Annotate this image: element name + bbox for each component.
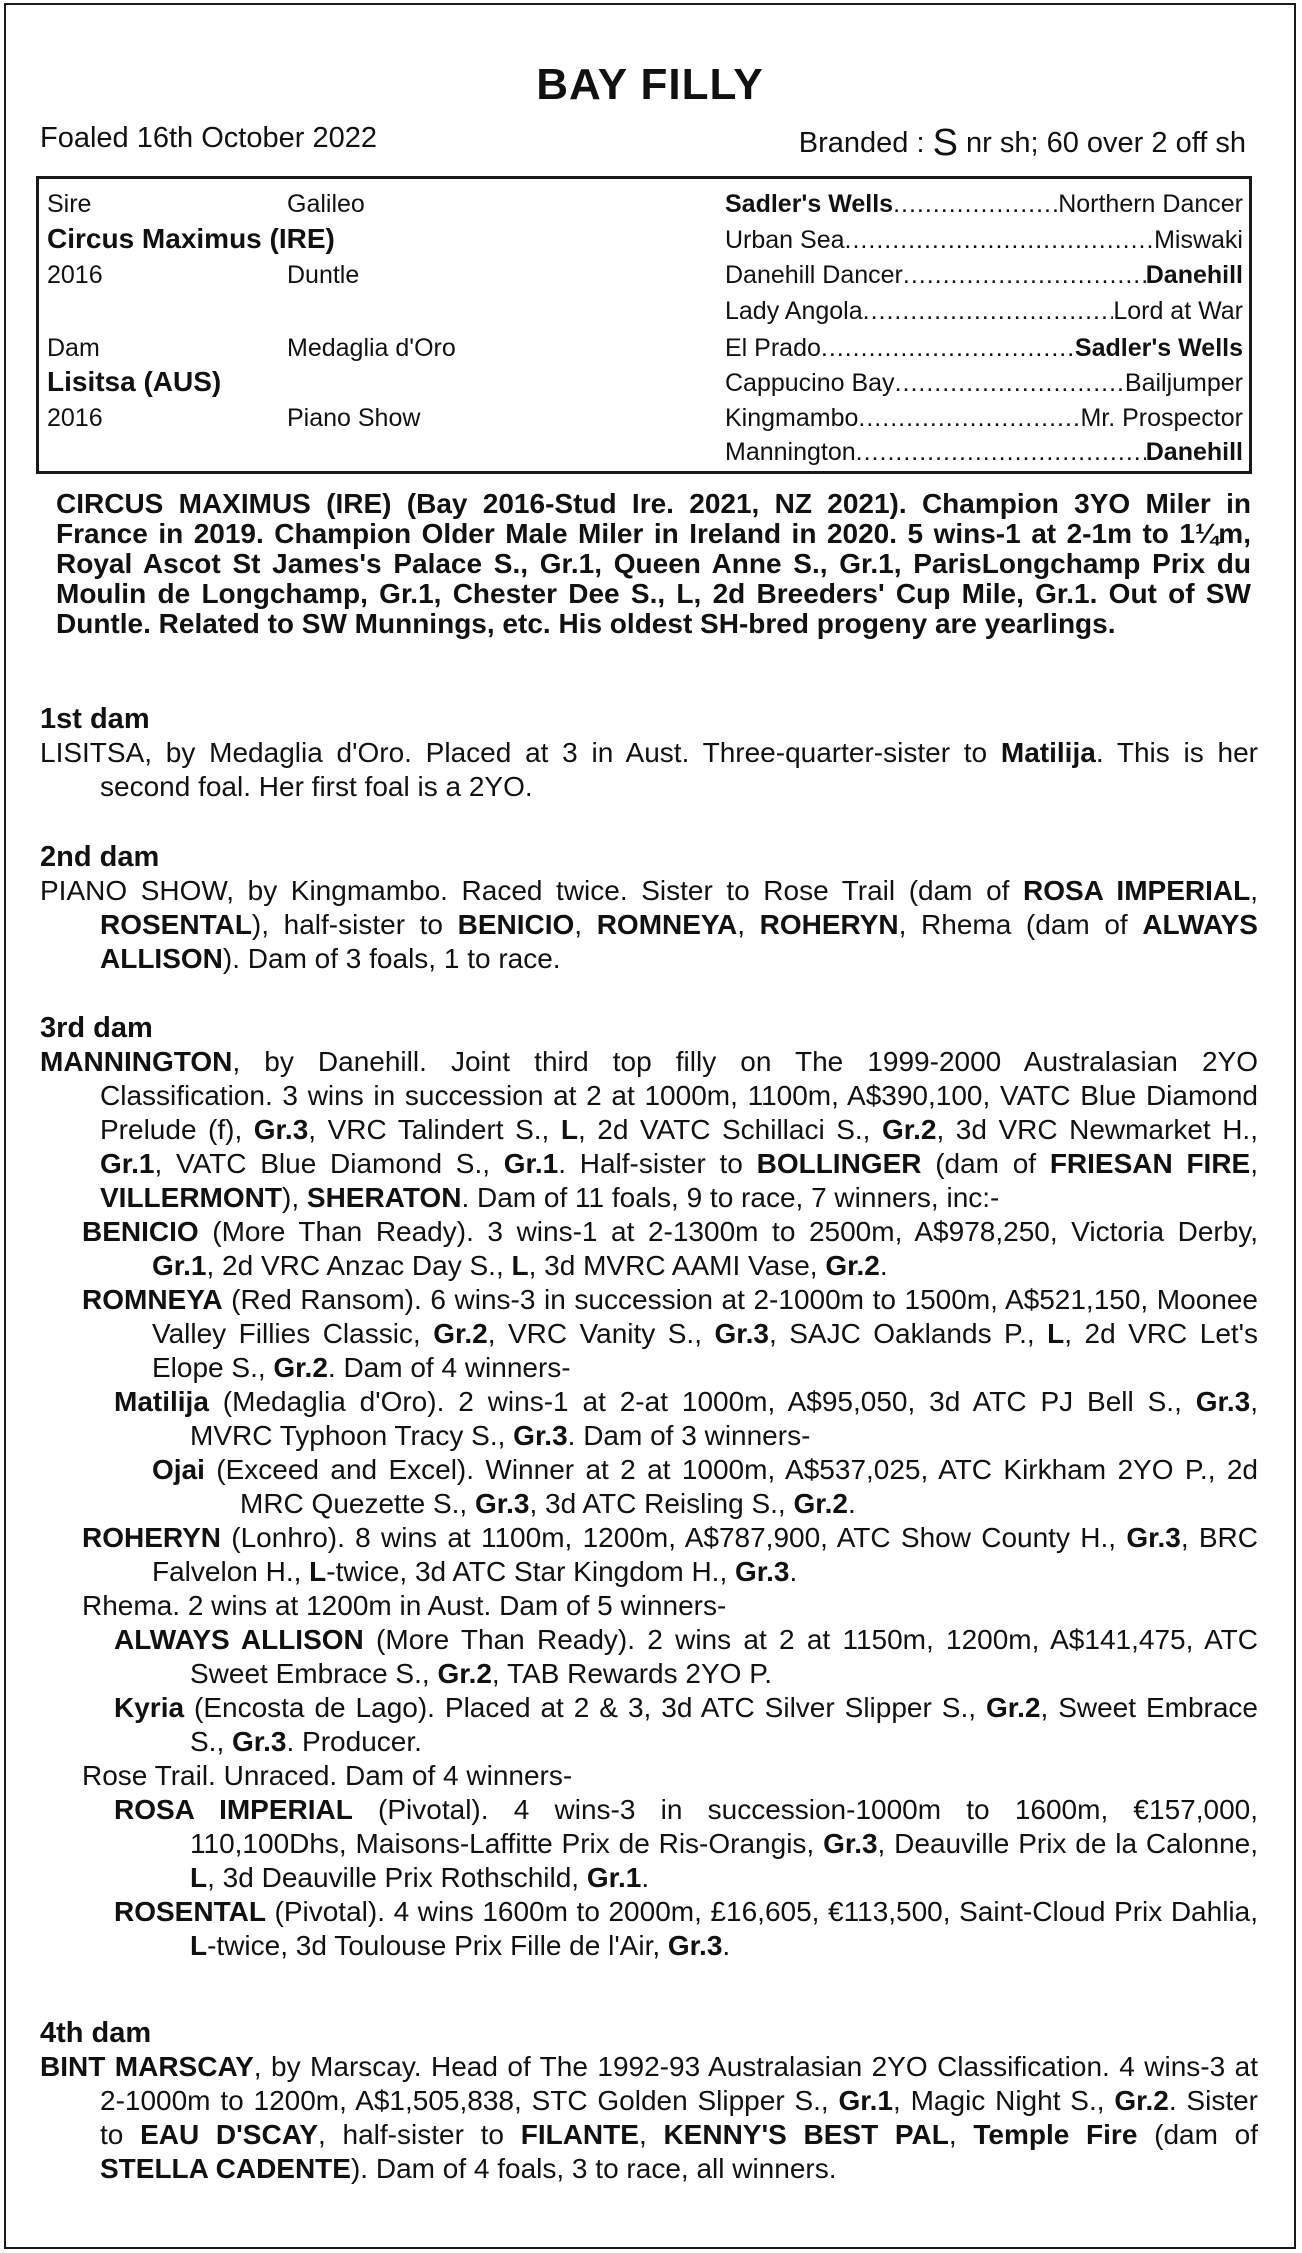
ancestor-left: Danehill Dancer [725,261,903,289]
text-run: , BRC Falvelon H., [152,1522,1258,1587]
bold-run: ROHERYN [82,1522,221,1553]
ancestor-left: Lady Angola [725,297,863,325]
text-run: (Pivotal). 4 wins 1600m to 2000m, £16,605, €113,500, Saint-Cloud Prix Dahlia, [265,1896,1258,1927]
branded-prefix: Branded : [798,127,933,159]
text-run: . Dam of 4 winners- [327,1352,571,1383]
sire-summary: CIRCUS MAXIMUS (IRE) (Bay 2016-Stud Ire. 2021, NZ 2021). Champion 3YO Miler in France in 2019. Champion Older Male Miler in Ireland in 2020. 5 wins-1 at 2-1m to 1¼m, Royal Ascot St James's Palace S., Gr.1, Queen Anne S., Gr.1, ParisLongchamp Prix du Moulin de Longchamp, Gr.1, Chester Dee S., L, 2d Breeders' Cup Mile, Gr.1. Out of SW Duntle. Related to SW Munnings, etc. His oldest SH-bred progeny are yearlings. [56,488,1251,639]
text-run: ). Dam of 4 foals, 3 to race, all winners. [350,2153,837,2184]
bold-run: Gr.3 [253,1114,309,1145]
bold-run: EAU D'SCAY [140,2119,319,2150]
dam-name: Lisitsa (AUS) [47,366,222,397]
text-run: (dam of [1137,2119,1259,2150]
bold-run: Gr.2 [825,1250,880,1281]
text-run: Rhema. 2 wins at 1200m in Aust. Dam of 5 winners- [82,1590,727,1621]
bold-run: SHERATON [306,1182,462,1213]
bold-run: Gr.3 [232,1726,287,1757]
text-run: , 3d VRC Newmarket H., [936,1114,1258,1145]
text-run: (Pivotal). 4 wins-3 in succession-1000m to 1600m, €157,000, 110,100Dhs, Maisons-Laffitte Prix de Ris-Orangis, [190,1794,1258,1859]
text-run: . This is her second foal. Her first foal is a 2YO. [100,737,1258,802]
bold-run: BENICIO [457,909,575,940]
text-run: Rose Trail. Unraced. Dam of 4 winners- [82,1760,573,1791]
text-run: , Sweet Embrace S., [190,1692,1259,1757]
ancestor-right: Mr. Prospector [1080,404,1243,432]
sire-name: Circus Maximus (IRE) [47,223,335,254]
dam-sire: Medaglia d'Oro [287,334,456,362]
text-run: , [574,909,597,940]
bold-run: ALWAYS ALLISON [114,1624,364,1655]
dam-name: LISITSA [40,737,145,768]
text-run: (More Than Ready). 3 wins-1 at 2-1300m to 2500m, A$978,250, Victoria Derby, [198,1216,1258,1247]
dam-dam: Piano Show [287,404,421,432]
text-run: , [737,909,760,940]
text-run: , [1250,1148,1259,1179]
ancestor-row [725,297,1243,326]
bold-run: ALWAYS ALLISON [100,909,1258,974]
bold-run: Gr.1 [503,1148,559,1179]
bold-run: L [511,1250,529,1281]
text-run: , 2d VRC Let's Elope S., [152,1318,1259,1383]
sire-year: 2016 [47,261,103,289]
text-run: . [879,1250,888,1281]
bold-run: Matilija [1000,737,1096,768]
bold-run: Gr.3 [1195,1386,1251,1417]
text-run: . Sister to [100,2085,1258,2150]
bold-run: ROSA IMPERIAL [1023,875,1251,906]
first-dam-section [40,702,1258,804]
text-run: , [1250,875,1258,906]
ancestor-row [725,438,1243,467]
text-run: . [641,1862,650,1893]
text-run: , MVRC Typhoon Tracy S., [190,1386,1258,1451]
bold-run: Gr.3 [823,1828,878,1859]
text-run: , SAJC Oaklands P., [768,1318,1048,1349]
bold-run: L [560,1114,578,1145]
bold-run: Gr.2 [985,1692,1041,1723]
text-run: . [722,1930,731,1961]
text-run: . Dam of 11 foals, 9 to race, 7 winners, inc:- [461,1182,1000,1213]
ancestor-right: Danehill [1145,438,1243,466]
foaled-date: Foaled 16th October 2022 [40,122,377,154]
text-run: ), [282,1182,307,1213]
bold-run: FILANTE [520,2119,639,2150]
text-run: , half-sister to [318,2119,521,2150]
text-run: (Encosta de Lago). Placed at 2 & 3, 3d ATC Silver Slipper S., [184,1692,986,1723]
text-run: (Red Ransom). 6 wins-3 in succession at 2-1000m to 1500m, A$521,150, Moonee Valley Fillies Classic, [152,1284,1258,1349]
bold-run: KENNY'S BEST PAL [663,2119,949,2150]
progeny-benicio [40,1215,1258,1283]
ancestor-right: Lord at War [1113,297,1243,325]
leader-dots [863,297,1114,326]
bold-run: L [309,1556,327,1587]
ancestor-row [725,190,1243,219]
bold-run: BINT MARSCAY [40,2051,254,2082]
bold-run: Gr.2 [273,1352,328,1383]
progeny-rose-trail [40,1759,1258,1793]
text-run: -twice, 3d Toulouse Prix Fille de l'Air, [207,1930,668,1961]
bold-run: ROMNEYA [82,1284,223,1315]
bold-run: MANNINGTON [40,1046,233,1077]
ancestor-right: Bailjumper [1124,369,1243,397]
leader-dots [893,190,1058,219]
bold-run: Kyria [114,1692,185,1723]
progeny-kyria [40,1691,1258,1759]
third-dam-section [40,1011,1258,1963]
text-run: , by Marscay. Head of The 1992-93 Australasian 2YO Classification. 4 wins-3 at 2-1000m to 1200m, A$1,505,838, STC Golden Slipper S., [100,2051,1259,2116]
text-run: , VRC Vanity S., [487,1318,715,1349]
second-dam-section [40,840,1258,976]
ancestor-left: Mannington [725,438,856,466]
sire-dam: Duntle [287,261,360,289]
bold-run: VILLERMONT [100,1182,282,1213]
bold-run: Matilija [114,1386,209,1417]
bold-run: Gr.2 [433,1318,488,1349]
third-dam-heading: 3rd dam [40,1012,153,1044]
bold-run: Gr.2 [793,1488,848,1519]
text-run: , Deauville Prix de la Calonne, [877,1828,1258,1859]
bold-run: STELLA CADENTE [100,2153,351,2184]
ancestor-left: Urban Sea [725,226,845,254]
text-run: (More Than Ready). 2 wins at 2 at 1150m, 1200m, A$141,475, ATC Sweet Embrace S., [190,1624,1259,1689]
text-run: (Lonhro). 8 wins at 1100m, 1200m, A$787,900, ATC Show County H., [220,1522,1127,1553]
bold-run: Gr.2 [881,1114,937,1145]
sire-label: Sire [47,190,92,218]
branded-info [799,122,1246,165]
bold-run: Gr.1 [152,1250,207,1281]
text-run: (dam of [921,1148,1050,1179]
fourth-dam-heading: 4th dam [40,2017,152,2049]
bold-run: Gr.1 [838,2085,893,2116]
bold-run: L [190,1930,208,1961]
ancestor-left: Cappucino Bay [725,369,895,397]
bold-run: Gr.3 [513,1420,568,1451]
leader-dots [895,369,1125,398]
text-run: , 3d Deauville Prix Rothschild, [207,1862,587,1893]
fourth-dam-section [40,2016,1258,2186]
leader-dots [845,226,1155,255]
text-run: (Medaglia d'Oro). 2 wins-1 at 2-at 1000m, A$95,050, 3d ATC PJ Bell S., [208,1386,1196,1417]
bold-run: Ojai [152,1454,205,1485]
ancestor-row [725,369,1243,398]
text-run: , [948,2119,974,2150]
fourth-dam-text [40,2050,1258,2186]
lot-title: BAY FILLY [536,60,764,109]
text-run: , by Danehill. Joint third top filly on The 1999-2000 Australasian 2YO Classification. 3 wins in succession at 2 at 1000m, 1100m, A$390,100, VATC Blue Diamond Prelude (f), [100,1046,1258,1145]
pedigree-table [36,176,1252,474]
progeny-rhema [40,1589,1258,1623]
bold-run: L [1047,1318,1065,1349]
first-dam-heading: 1st dam [40,703,150,735]
ancestor-row [725,334,1243,363]
sire-sire: Galileo [287,190,365,218]
bold-run: Gr.1 [100,1148,155,1179]
second-dam-text [40,874,1258,976]
bold-run: Gr.3 [667,1930,723,1961]
bold-run: ROHERYN [759,909,899,940]
bold-run: Gr.3 [735,1556,790,1587]
bold-run: ROSA IMPERIAL [114,1794,353,1825]
bold-run: Gr.3 [1126,1522,1181,1553]
ancestor-right: Northern Dancer [1058,190,1243,218]
text-run: ), half-sister to [251,909,458,940]
bold-run: Gr.3 [474,1488,530,1519]
text-run: , Magic Night S., [893,2085,1115,2116]
bold-run: Gr.1 [586,1862,642,1893]
text-run: , by Medaglia d'Oro. Placed at 3 in Aust. Three-quarter-sister to [144,737,1001,768]
text-run: . [789,1556,798,1587]
dam-label: Dam [47,334,100,362]
bold-run: Gr.2 [437,1658,492,1689]
text-run: -twice, 3d ATC Star Kingdom H., [326,1556,736,1587]
text-run: (Exceed and Excel). Winner at 2 at 1000m, A$537,025, ATC Kirkham 2YO P., 2d MRC Quezette S., [204,1454,1258,1519]
progeny-matilija [40,1385,1258,1453]
bold-run: L [190,1862,208,1893]
ancestor-right: Sadler's Wells [1074,334,1243,362]
bold-run: Gr.2 [1114,2085,1169,2116]
text-run: . Producer. [286,1726,422,1757]
ancestor-right: Danehill [1145,261,1243,289]
text-run: . Dam of 3 winners- [567,1420,811,1451]
ancestor-right: Miswaki [1154,226,1243,254]
text-run: , 2d VRC Anzac Day S., [206,1250,512,1281]
bold-run: Gr.3 [714,1318,769,1349]
leader-dots [821,334,1075,363]
bold-run: ROMNEYA [596,909,738,940]
second-dam-heading: 2nd dam [40,841,160,873]
ancestor-row [725,261,1243,290]
progeny-romneya [40,1283,1258,1385]
bold-run: ROSENTAL [100,909,252,940]
text-run: ). Dam of 3 foals, 1 to race. [222,943,561,974]
ancestor-row [725,226,1243,255]
text-run: , 2d VATC Schillaci S., [577,1114,882,1145]
text-run: , VATC Blue Diamond S., [154,1148,504,1179]
ancestor-left: Sadler's Wells [725,190,894,218]
text-run: , 3d ATC Reisling S., [529,1488,794,1519]
progeny-roheryn [40,1521,1258,1589]
text-run: , TAB Rewards 2YO P. [491,1658,773,1689]
leader-dots [858,404,1080,433]
text-run: , Rhema (dam of [898,909,1143,940]
dam-year: 2016 [47,404,103,432]
text-run: PIANO SHOW, by Kingmambo. Raced twice. Sister to Rose Trail (dam of [40,875,1023,906]
bold-run: BENICIO [82,1216,199,1247]
bold-run: ROSENTAL [114,1896,266,1927]
text-run: , [638,2119,664,2150]
branded-suffix: nr sh; 60 over 2 off sh [957,127,1246,159]
progeny-always-allison [40,1623,1258,1691]
text-run: . [847,1488,856,1519]
bold-run: Temple Fire [973,2119,1138,2150]
brand-mark-s: S [932,122,958,164]
first-dam-text [40,736,1258,804]
text-run: , 3d MVRC AAMI Vase, [528,1250,826,1281]
leader-dots [856,438,1146,467]
text-run: , VRC Talindert S., [308,1114,561,1145]
ancestor-row [725,404,1243,433]
ancestor-left: El Prado [725,334,821,362]
third-dam-main [40,1045,1258,1215]
bold-run: FRIESAN FIRE [1049,1148,1251,1179]
leader-dots [903,261,1146,290]
progeny-ojai [40,1453,1258,1521]
text-run: . Half-sister to [558,1148,757,1179]
progeny-rosental [40,1895,1258,1963]
catalogue-page [4,3,1296,2249]
bold-run: BOLLINGER [756,1148,922,1179]
progeny-rosa-imperial [40,1793,1258,1895]
ancestor-left: Kingmambo [725,404,859,432]
